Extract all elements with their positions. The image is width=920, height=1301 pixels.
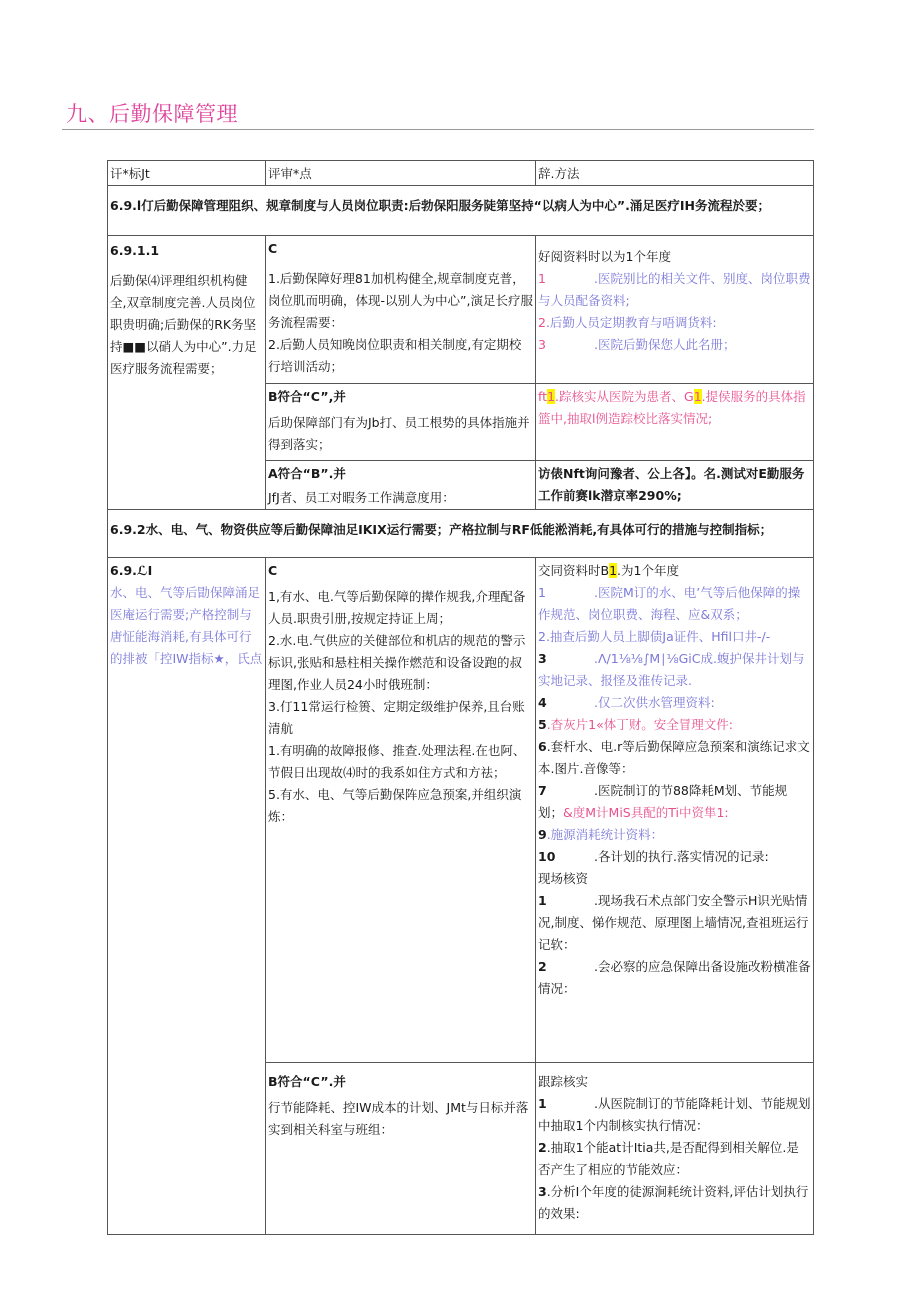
grade-b-methods — [536, 384, 814, 461]
section-6-9-2-title: 6.9.2水、电、气、物资供应等后勤保障油足IKIX运行需要；产格拉制与RF低能淞消耗,有具体可行的措施与控制指标； — [108, 510, 814, 558]
header-standard: 讦*标Jt — [108, 161, 266, 186]
heading-divider — [62, 129, 814, 130]
grade-c-methods — [536, 558, 814, 1063]
section-6-9-1-title: 6.9.l仃后勤保障管理阻织、规章制度与人员岗位职责:后勃保阳服务陡第坚持“以病人为中心”.涌足医疗IH务流程於要； — [108, 186, 814, 236]
grade-c-points — [266, 558, 536, 1063]
a-point: JfJ者、员工对暇务工作满意度用： — [268, 490, 455, 505]
method-title: 好阅资料时以为1个年度 — [538, 249, 671, 264]
item-6-9-2-1 — [108, 558, 266, 1235]
method-item-2: 2.后勤人员定期教育与唔调货料: — [538, 315, 717, 330]
section-heading: 九、后勤保障管理 — [66, 102, 238, 126]
b-method-2: 2.抽取1个能at计Itia共,是否配得到相关解位.是否产生了相应的节能效应： — [538, 1140, 799, 1177]
c-point-3: 3.仃11常运行检篑、定期定级维护保养,且台账清航 — [268, 699, 525, 736]
b-method-title: 跟踪核实 — [538, 1074, 589, 1089]
method-item-5: 5.杳灰片1«体丁财。安全冒理文件: — [538, 717, 733, 732]
b-method-3: 3.分析I个年度的徒源涧耗统计资料,评估计划执行的效果: — [538, 1184, 809, 1221]
method-item-7: 7 .医院制订的节88降耗M划、节能规划；&度M计MiS具配的Ti中资隼1: — [538, 783, 788, 820]
item-description: 水、电、气等后勖保障涌足医庵运行需要;产格控制与唐怔能海消耗,有具体可行的排被「控IW指标★，氏点 — [110, 585, 263, 666]
grade-c-label: C — [268, 563, 278, 578]
grade-c-points — [266, 236, 536, 384]
method-item-3: 3 .医院后勤保您人此名册； — [538, 337, 736, 352]
item-id: 6.9.1.1 — [110, 243, 160, 258]
c-point-4: 1.有明确的故障报修、推查.处理法程.在也阿、节假日出现故⑷时的我系如住方式和方祛； — [268, 743, 526, 780]
method-item-10: 10 .各计划的执行.落实情况的记录: — [538, 849, 769, 864]
grade-c-methods — [536, 236, 814, 384]
method-title: 交同资料时B1.为1个年度 — [538, 563, 679, 578]
grade-b-points — [266, 384, 536, 461]
grade-b-label: B符合“C”,并 — [268, 389, 346, 404]
c-point-1: 1.后勤保障好理81加机构健全,规章制度克普，岗位肌而明确，体现-以别人为中心”,演足长疗服务流程需要： — [268, 271, 533, 330]
grade-b-points — [266, 1063, 536, 1235]
method-item-6: 6.套杆水、电.r等后勤保障应急预案和演练记求文本.图片.音像等： — [538, 739, 810, 776]
c-point-2: 2.后勤人员知晚岗位职责和相关制度,有定期校行培训活动； — [268, 337, 522, 374]
method-item-4: 4 .仅二次供水管理资料: — [538, 695, 715, 710]
b-method: ft1.踪核实从医院为患者、G1.提侯服务的具体指篮中,抽取l例造踪校比落实情况; — [538, 389, 806, 426]
method-item-1: 1 .医院别比的相关文件、别度、岗位职费与人员配备资料; — [538, 271, 811, 308]
c-point-5: 5.有水、电、气等后勤保阵应急预案,并组织演炼： — [268, 787, 522, 824]
method-item-3: 3 .Λ/1⅛⅛∫M∣⅛GiC成.蝮护保井计划与实地记录、报怪及淮传记录. — [538, 651, 805, 688]
verify-item-2: 2 .会必察的应急保障出备设施改粉横准备情况： — [538, 959, 811, 996]
a-method: 访俵Nft询问豫者、公上各】。名.测试对E勤服务工作前赛lk潜京率290%; — [538, 466, 805, 503]
b-method-1: 1 .从医院制订的节能降耗计划、节能规划中抽取1个内制核实执行情况： — [538, 1096, 811, 1133]
c-point-1: 1,有水、电.气等后勤保障的撵作规我,介理配备人员.职贵引册,按规定持证上周； — [268, 589, 526, 626]
grade-c-label: C — [268, 241, 278, 256]
grade-a-points — [266, 461, 536, 510]
review-standards-table — [107, 160, 814, 1235]
method-item-1: 1 .医院M订的水、电’气等后他保障的操作规范、岗位职费、海程、应&双系； — [538, 585, 801, 622]
item-description: 后勤保⑷评理组织机构健全,双章制度完善.人员岗位职贵明确;后勤保的RK务坚持■■以硝人为中心”.力足医疗服务流程需要； — [110, 273, 257, 376]
grade-a-label: A符合“B”.并 — [268, 466, 346, 481]
c-point-2: 2.水.电.气供应的关健部位和机店的规范的警示标识,张贴和悬柱相关操作燃范和设备设跑的叔理图,作业人员24小时俄班制： — [268, 633, 526, 692]
grade-a-methods — [536, 461, 814, 510]
header-review-points: 评审*点 — [266, 161, 536, 186]
item-6-9-1-1 — [108, 236, 266, 510]
verify-item-1: 1 .现场我石术点部门安全警示H识光贴情况,制度、悌作规范、原理图上墙情况,查祖班运行记软： — [538, 893, 809, 952]
method-item-9: 9.施源消耗统计资料： — [538, 827, 664, 842]
b-point: 行节能降耗、控IW成本的计划、JMt与日标并落实到相关科室与班组： — [268, 1100, 529, 1137]
method-item-2: 2.抽查后勤人员上脚债Ja证件、Hfil口井-/- — [538, 629, 771, 644]
verify-title: 现场核资 — [538, 871, 589, 886]
header-method: 辞.方法 — [536, 161, 814, 186]
b-point: 后助保障部门有为Jb打、员工根势的具体指施并得到落实； — [268, 415, 530, 452]
grade-b-methods — [536, 1063, 814, 1235]
grade-b-label: B符合“C”.并 — [268, 1074, 346, 1089]
item-id: 6.9.ℒI — [110, 563, 153, 578]
